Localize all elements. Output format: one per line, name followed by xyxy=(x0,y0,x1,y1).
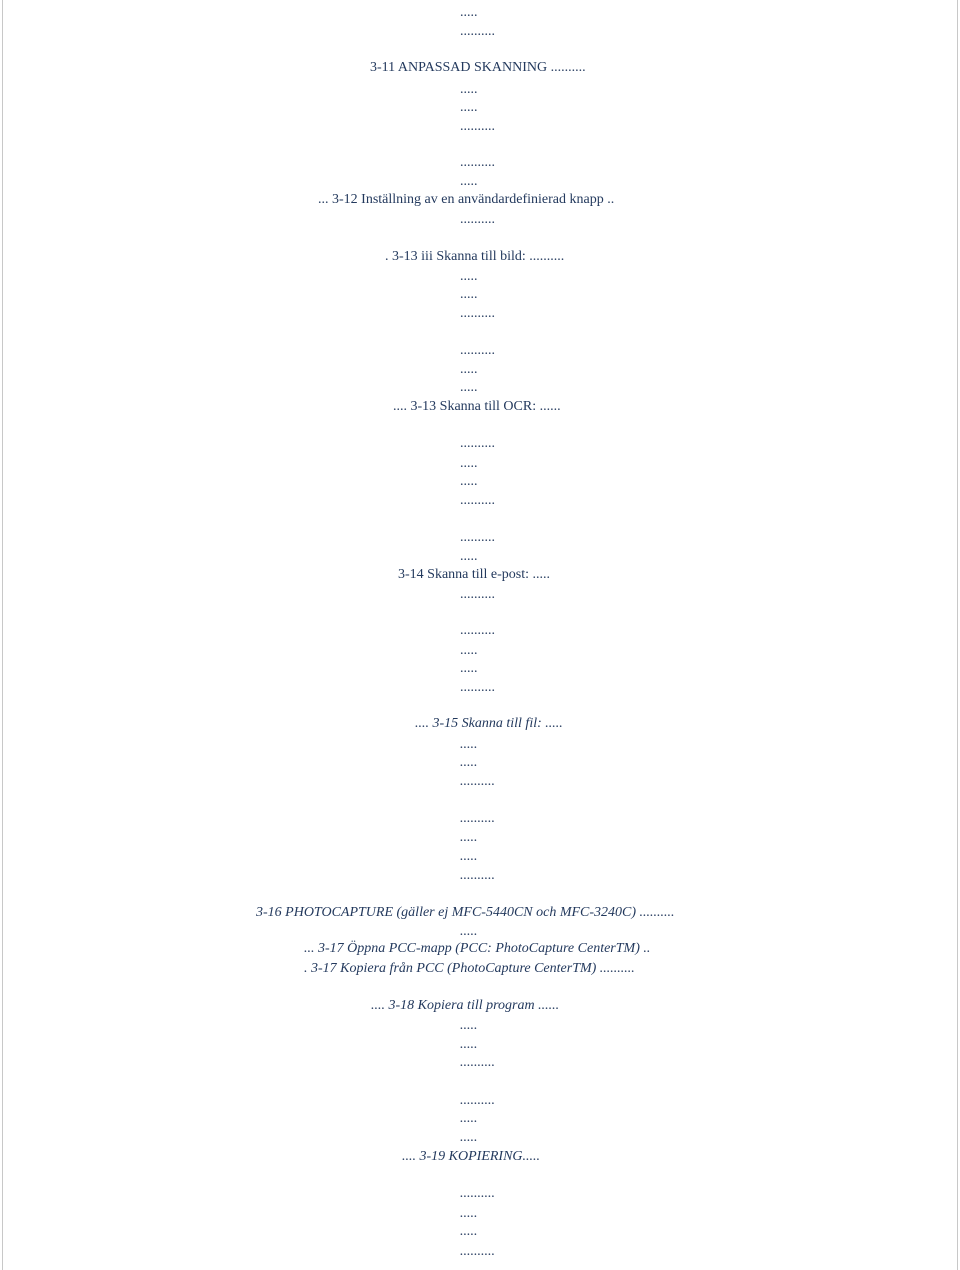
toc-line: ..... xyxy=(460,474,478,489)
toc-line: .......... xyxy=(460,868,495,883)
toc-line: ..... xyxy=(460,174,478,189)
toc-line: ..... xyxy=(460,1224,478,1239)
toc-line: ..... xyxy=(460,1130,478,1145)
toc-line: ... 3-17 Öppna PCC-mapp (PCC: PhotoCapture CenterTM) .. xyxy=(304,941,651,956)
toc-line: ..... xyxy=(460,269,478,284)
toc-line: .......... xyxy=(460,623,495,638)
toc-line: ..... xyxy=(460,849,478,864)
toc-line: ..... xyxy=(460,456,478,471)
toc-line: .......... xyxy=(460,119,495,134)
toc-line: ..... xyxy=(460,549,478,564)
toc-line: ..... xyxy=(460,380,478,395)
toc-line: .......... xyxy=(460,306,495,321)
toc-line: .......... xyxy=(460,530,495,545)
toc-line: .......... xyxy=(460,155,495,170)
toc-line: .......... xyxy=(460,680,495,695)
toc-line: .... 3-19 KOPIERING..... xyxy=(402,1149,541,1164)
toc-line: ..... xyxy=(460,1018,478,1033)
toc-line: .... 3-13 Skanna till OCR: ...... xyxy=(393,399,561,414)
toc-line: 3-11 ANPASSAD SKANNING .......... xyxy=(370,60,586,75)
toc-line: . 3-13 iii Skanna till bild: .......... xyxy=(385,249,565,264)
toc-line: .... 3-18 Kopiera till program ...... xyxy=(371,998,560,1013)
toc-line: ... 3-12 Inställning av en användardefinierad knapp .. xyxy=(318,192,615,207)
toc-line: .......... xyxy=(460,1244,495,1259)
toc-line: ..... xyxy=(460,82,478,97)
toc-line: .... 3-15 Skanna till fil: ..... xyxy=(415,716,563,731)
toc-line: ..... xyxy=(460,5,478,20)
toc-line: ..... xyxy=(460,830,478,845)
toc-line: ..... xyxy=(460,362,478,377)
toc-line: ..... xyxy=(460,643,478,658)
toc-line: ..... xyxy=(460,755,478,770)
toc-line: ..... xyxy=(460,100,478,115)
toc-line: 3-14 Skanna till e-post: ..... xyxy=(398,567,551,582)
toc-line: .......... xyxy=(460,493,495,508)
toc-line: ..... xyxy=(460,1037,478,1052)
toc-line: .......... xyxy=(460,587,495,602)
toc-line: ..... xyxy=(460,661,478,676)
toc-line: .......... xyxy=(460,1055,495,1070)
toc-line: .......... xyxy=(460,436,495,451)
toc-line: .......... xyxy=(460,811,495,826)
toc-line: .......... xyxy=(460,1186,495,1201)
toc-line: .......... xyxy=(460,1093,495,1108)
toc-line: ..... xyxy=(460,924,478,939)
toc-line: 3-16 PHOTOCAPTURE (gäller ej MFC-5440CN och MFC-3240C) .......... xyxy=(256,905,675,920)
toc-line: ..... xyxy=(460,737,478,752)
toc-line: . 3-17 Kopiera från PCC (PhotoCapture CenterTM) .......... xyxy=(304,961,635,976)
toc-line: .......... xyxy=(460,343,495,358)
toc-line: ..... xyxy=(460,1206,478,1221)
toc-line: .......... xyxy=(460,774,495,789)
toc-line: .......... xyxy=(460,212,495,227)
toc-line: ..... xyxy=(460,287,478,302)
toc-line: .......... xyxy=(460,24,495,39)
toc-line: ..... xyxy=(460,1111,478,1126)
